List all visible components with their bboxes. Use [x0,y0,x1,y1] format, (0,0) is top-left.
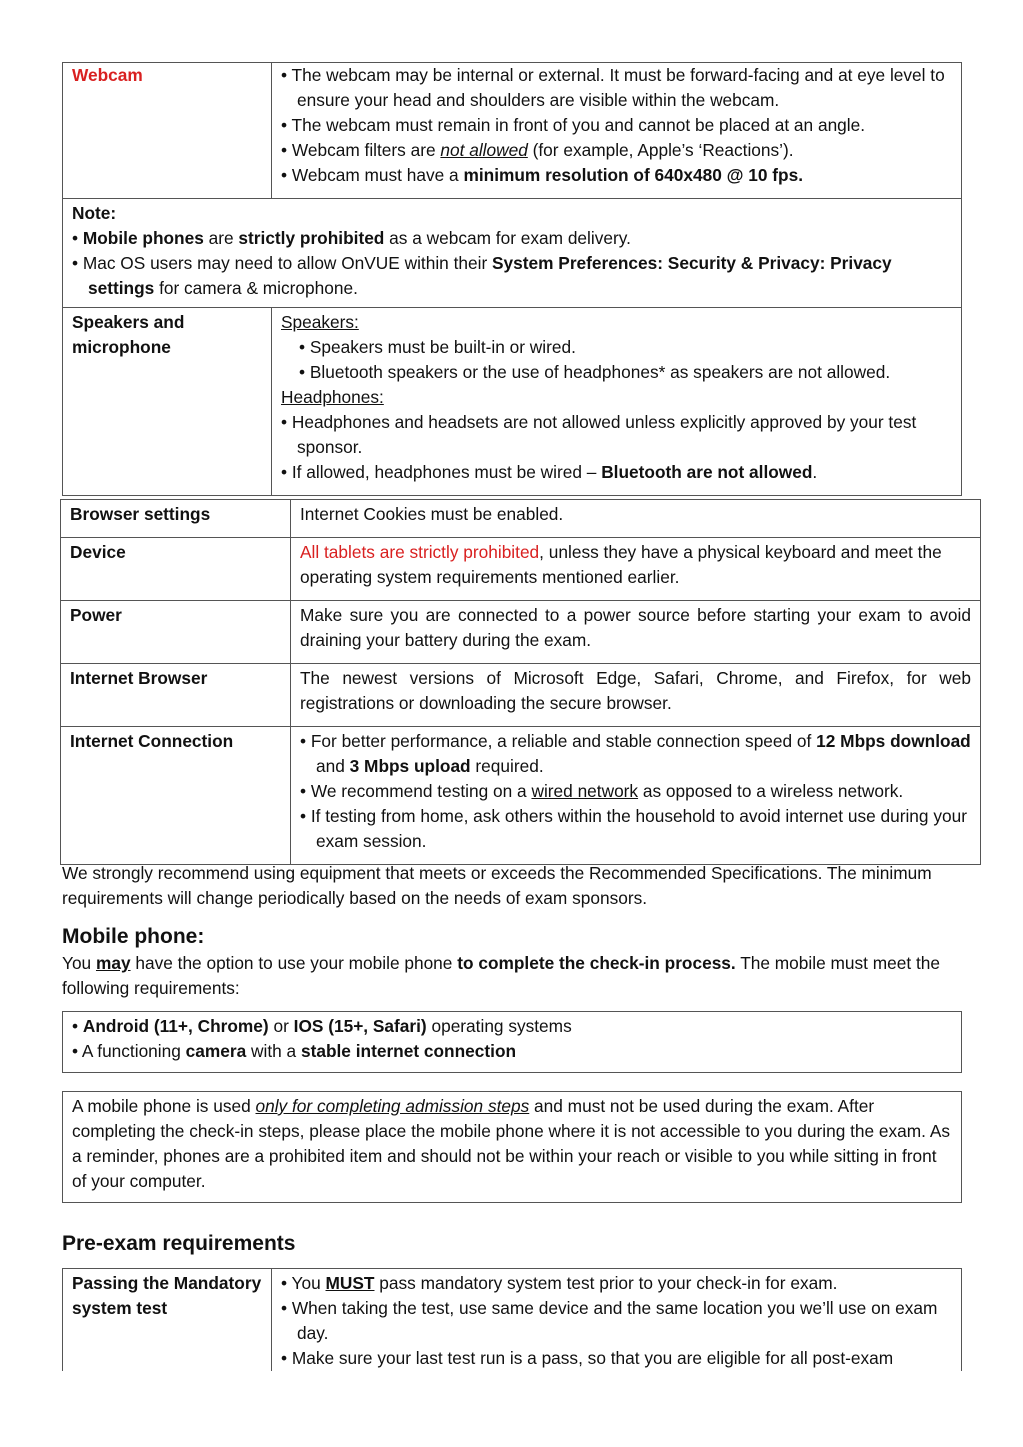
internet-browser-text: The newest versions of Microsoft Edge, Safari, Chrome, and Firefox, for web registrations or downloading the secure browser. [300,668,971,713]
internet-connection-bullet-3: • If testing from home, ask others within the household to avoid internet use during your exam session. [300,806,967,851]
note-row [63,199,962,308]
note-label: Note: [72,203,117,223]
internet-connection-row [61,727,981,865]
recommendation-text: We strongly recommend using equipment that meets or exceeds the Recommended Specifications. The minimum requirements will change periodically based on the needs of exam sponsors. [62,863,932,908]
webcam-row [63,63,962,199]
power-label: Power [70,605,122,625]
note-line-2: • Mac OS users may need to allow OnVUE within their System Preferences: Security & Privacy: Privacy settings for camera & microphone. [72,253,892,298]
mobile-req-1: • Android (11+, Chrome) or IOS (15+, Safari) operating systems [72,1016,572,1036]
device-text: All tablets are strictly prohibited, unless they have a physical keyboard and meet the operating system requirements mentioned earlier. [300,542,942,587]
system-test-bullet-2: • When taking the test, use same device and the same location you we’ll use on exam day. [281,1298,938,1343]
webcam-table [62,62,962,496]
note-line-1: • Mobile phones are strictly prohibited as a webcam for exam delivery. [72,228,631,248]
speakers-bullet-1: • Speakers must be built-in or wired. [299,337,576,357]
power-row [61,601,981,664]
browser-settings-label: Browser settings [70,504,211,524]
device-row [61,538,981,601]
webcam-bullet-1: • The webcam may be internal or external. It must be forward-facing and at eye level to ensure your head and shoulders are visible within the webcam. [281,65,945,110]
speakers-bullet-2: • Bluetooth speakers or the use of headphones* as speakers are not allowed. [299,362,891,382]
mobile-intro: You may have the option to use your mobile phone to complete the check-in process. The mobile must meet the following requirements: [62,953,940,998]
internet-browser-label: Internet Browser [70,668,208,688]
headphones-bullet-2: • If allowed, headphones must be wired – Bluetooth are not allowed. [281,462,818,482]
speakers-row [63,308,962,496]
internet-connection-bullet-1: • For better performance, a reliable and stable connection speed of 12 Mbps download and 3 Mbps upload required. [300,731,971,776]
preexam-heading: Pre-exam requirements [62,1232,296,1255]
speakers-subheading: Speakers: [281,312,359,332]
system-test-bullet-3: • Make sure your last test run is a pass, so that you are eligible for all post-exam [281,1348,894,1368]
internet-connection-label: Internet Connection [70,731,234,751]
preexam-table [62,1268,962,1371]
webcam-bullet-4: • Webcam must have a minimum resolution of 640x480 @ 10 fps. [281,165,804,185]
device-label: Device [70,542,126,562]
webcam-label: Webcam [72,65,143,85]
internet-browser-row [61,664,981,727]
mobile-req-2: • A functioning camera with a stable internet connection [72,1041,517,1061]
webcam-bullet-3: • Webcam filters are not allowed (for example, Apple’s ‘Reactions’). [281,140,794,160]
webcam-bullet-2: • The webcam must remain in front of you and cannot be placed at an angle. [281,115,866,135]
browser-settings-text: Internet Cookies must be enabled. [300,504,564,524]
speakers-label: Speakers and microphone [72,312,185,357]
mobile-usage-box: A mobile phone is used only for completing admission steps and must not be used during the exam. After completing the check-in steps, please place the mobile phone where it is not accessible to you during the exam. As a reminder, phones are a prohibited item and should not be within your reach or visible to you while sitting in front of your computer. [62,1091,962,1203]
mobile-heading: Mobile phone: [62,925,205,948]
system-test-bullet-1: • You MUST pass mandatory system test prior to your check-in for exam. [281,1273,838,1293]
mobile-requirements-box [62,1011,962,1073]
power-text: Make sure you are connected to a power source before starting your exam to avoid draining your battery during the exam. [300,605,971,650]
headphones-subheading: Headphones: [281,387,384,407]
system-test-label: Passing the Mandatory system test [72,1273,262,1318]
internet-connection-bullet-2: • We recommend testing on a wired network as opposed to a wireless network. [300,781,904,801]
browser-settings-row [61,500,981,538]
system-test-row [63,1269,962,1372]
headphones-bullet-1: • Headphones and headsets are not allowed unless explicitly approved by your test sponsor. [281,412,917,457]
system-table [60,499,981,865]
